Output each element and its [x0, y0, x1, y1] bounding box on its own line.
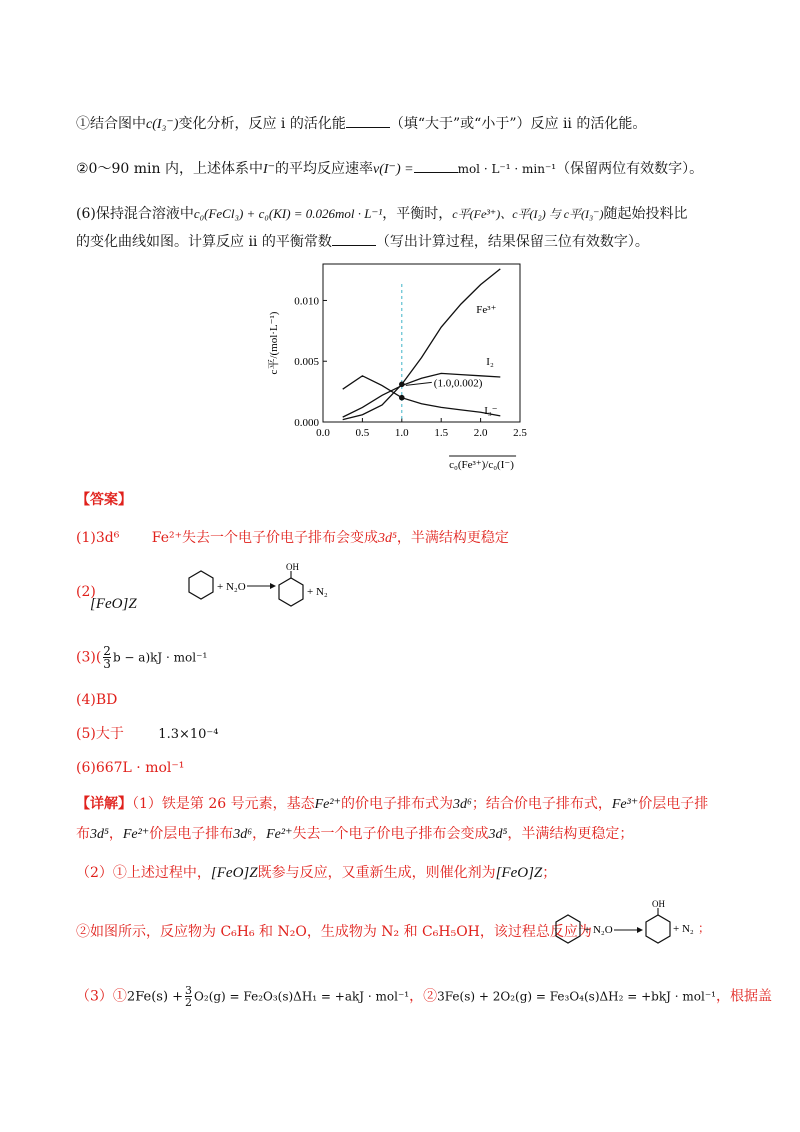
detail-p2: 布3d⁵，Fe²⁺价层电子排布3d⁶，Fe²⁺失去一个电子价电子排布会变成3d⁵，半满结构更稳定； [76, 826, 634, 842]
formula-rate: v(I⁻) = [373, 162, 414, 177]
phenol-ring-icon [646, 915, 670, 943]
q5-item2: ②0～90 min 内，上述体系中I⁻的平均反应速率v(I⁻) = mol · L⁻¹ · min⁻¹（保留两位有效数字）。 [76, 158, 800, 180]
svg-text:OH: OH [286, 562, 299, 572]
y-tick-label: 0.010 [294, 295, 319, 308]
x-tick-label: 1.0 [394, 427, 409, 439]
series-label: I₃⁻ [484, 404, 498, 417]
svg-text:；: ； [698, 921, 711, 935]
answer-5: (5)大于 1.3×10⁻⁴ [76, 726, 219, 742]
equilibrium-chart [255, 258, 545, 483]
svg-text:+ N₂: + N₂ [307, 586, 328, 598]
series-label: Fe³⁺ [476, 303, 497, 316]
plot-frame [323, 264, 520, 422]
svg-text:+ N₂O: + N₂O [584, 924, 613, 936]
answer-2-catalyst: [FeO]Z [90, 596, 137, 612]
x-tick-label: 2.5 [513, 427, 527, 439]
detail-p1: 【详解】（1）铁是第 26 号元素，基态Fe²⁺的价电子排布式为3d⁶；结合价电子排布式，Fe³⁺价层电子排 [76, 796, 709, 812]
detail-p5: （3）①2Fe(s) + $\frac{3}{2}$ O₂(g) = Fe₂O₃(s)ΔH₁ = +akJ · mol⁻¹，②3Fe(s) + 2O₂(g) = Fe₃O₄(s)ΔH₂ = +bkJ · mol⁻¹，根据盖 [76, 984, 772, 1009]
answer-3: (3)( $\frac{2}{3}$ b − a)kJ · mol⁻¹ [76, 644, 208, 671]
x-tick-label: 0.0 [316, 427, 330, 439]
benzene-ring-icon [189, 571, 213, 599]
answer-blank[interactable] [332, 231, 376, 246]
svg-text:OH: OH [652, 899, 665, 909]
benzene-ring-icon [556, 915, 580, 943]
q6-line1: (6)保持混合溶液中c₀(FeCl₃) + c₀(KI) = 0.026mol · L⁻¹，平衡时，c平(Fe³⁺)、c平(I₂) 与 c平(I₃⁻)随起始投料比 [76, 206, 688, 222]
x-tick-label: 0.5 [355, 427, 370, 439]
series-label: I₂ [486, 356, 494, 369]
data-point [399, 395, 405, 401]
phenol-ring-icon [279, 578, 303, 606]
answer-heading: 【答案】 [76, 492, 132, 508]
x-tick-label: 2.0 [473, 427, 488, 439]
x-axis-label: c₀(Fe³⁺)/c₀(I⁻) [449, 459, 514, 471]
detail-p3: （2）①上述过程中，[FeO]Z既参与反应，又重新生成，则催化剂为[FeO]Z； [76, 865, 557, 881]
y-tick-label: 0.000 [294, 417, 319, 429]
reagent-label: + N₂O [217, 581, 246, 593]
svg-text:+ N₂: + N₂ [673, 923, 694, 935]
answer-blank[interactable] [414, 158, 458, 173]
detail-p4: ②如图所示，反应物为 C₆H₆ 和 N₂O，生成物为 N₂ 和 C₆H₅OH，该过程总反应为 [76, 924, 592, 940]
reaction-scheme-detail [548, 899, 711, 950]
y-tick-label: 0.005 [294, 356, 319, 369]
q5-item1: ①结合图中c(I₃⁻)变化分析，反应 i 的活化能 （填“大于”或“小于”）反应 ii 的活化能。 [76, 113, 800, 135]
formula-c-i3: c(I₃⁻) [146, 117, 179, 132]
q6-line2: 的变化曲线如图。计算反应 ii 的平衡常数 （写出计算过程，结果保留三位有效数字）。 [76, 231, 800, 252]
series-line [343, 269, 501, 420]
reaction-scheme-answer [175, 563, 345, 613]
answer-6: (6)667L · mol⁻¹ [76, 760, 185, 776]
answer-2: (2) [76, 584, 96, 600]
annotation-label: (1.0,0.002) [433, 377, 483, 390]
x-tick-label: 1.5 [434, 427, 449, 439]
y-axis-label: c平/(mol·L⁻¹) [268, 311, 280, 375]
answer-blank[interactable] [346, 113, 390, 128]
data-point [399, 382, 405, 388]
answer-1: (1)3d⁶ Fe²⁺失去一个电子价电子排布会变成3d⁵，半满结构更稳定 [76, 530, 509, 546]
answer-4: (4)BD [76, 692, 118, 708]
